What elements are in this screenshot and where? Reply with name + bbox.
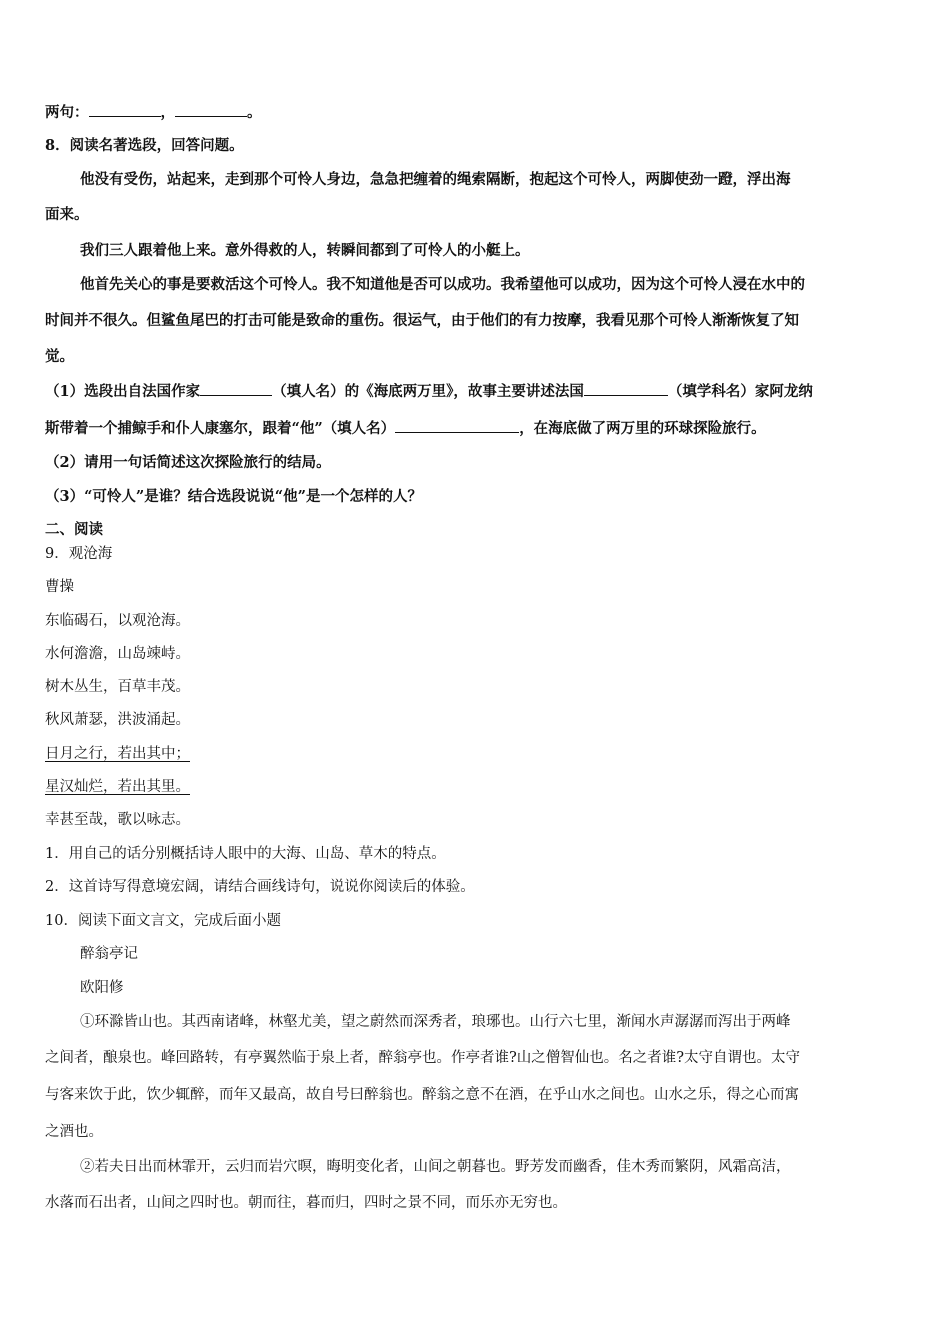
q10-title: 10．阅读下面文言文，完成后面小题 [45, 913, 281, 929]
name-blank[interactable] [395, 418, 519, 433]
poem-line: 水何澹澹，山岛竦峙。 [45, 646, 190, 662]
q9-title: 9．观沧海 [45, 546, 113, 562]
q7-tail-sep: ， [160, 104, 175, 121]
q8-title: 8．阅读名著选段，回答问题。 [45, 137, 244, 154]
classical-p1-line4: 之酒也。 [45, 1124, 103, 1140]
classical-p2-line1: ②若夫日出而林霏开，云归而岩穴暝，晦明变化者，山间之朝暮也。野芳发而幽香，佳木秀而繁阴，风霜高洁， [80, 1159, 791, 1175]
poem-line: 树木丛生，百草丰茂。 [45, 679, 190, 695]
q8-sub1-text-a: （1）选段出自法国作家 [45, 383, 201, 400]
q7-tail-line [45, 102, 262, 123]
q8-passage-p3-line2: 时间并不很久。但鲨鱼尾巴的打击可能是致命的重伤。很运气，由于他们的有力按摩，我看见那个可怜人渐渐恢复了知 [45, 312, 799, 329]
poem-line: 幸甚至哉，歌以咏志。 [45, 812, 190, 828]
classical-p1-line3: 与客来饮于此，饮少辄醉，而年又最高，故自号曰醉翁也。醉翁之意不在酒，在乎山水之间也。山水之乐，得之心而寓 [45, 1087, 799, 1103]
q9-question-1: 1．用自己的话分别概括诗人眼中的大海、山岛、草木的特点。 [45, 846, 446, 862]
q8-passage-p1-line1: 他没有受伤，站起来，走到那个可怜人身边，急急把缠着的绳索隔断，抱起这个可怜人，两脚使劲一蹬，浮出海 [80, 171, 791, 188]
answer-blank[interactable] [89, 102, 161, 117]
classical-text-title: 醉翁亭记 [80, 946, 138, 962]
q7-tail-prefix: 两句： [45, 104, 89, 121]
q8-sub1-text-c: （填学科名）家阿龙纳 [667, 383, 813, 400]
subject-blank[interactable] [584, 381, 668, 396]
classical-p2-line2: 水落而石出者，山间之四时也。朝而往，暮而归，四时之景不同，而乐亦无穷也。 [45, 1195, 567, 1211]
q8-sub1-line1 [45, 381, 813, 402]
poem-line-underlined: 日月之行，若出其中； [45, 746, 190, 762]
classical-p1-line2: 之间者，酿泉也。峰回路转，有亭翼然临于泉上者，醉翁亭也。作亭者谁?山之僧智仙也。名之者谁?太守自谓也。太守 [45, 1050, 801, 1066]
q8-passage-p1-line2: 面来。 [45, 206, 89, 223]
q8-passage-p3-line1: 他首先关心的事是要救活这个可怜人。我不知道他是否可以成功。我希望他可以成功，因为这个可怜人浸在水中的 [80, 276, 805, 293]
q7-tail-end: 。 [247, 104, 262, 121]
q8-sub1-line2 [45, 418, 766, 439]
q8-sub1-text-b: （填人名）的《海底两万里》，故事主要讲述法国 [272, 383, 584, 400]
poem-line: 秋风萧瑟，洪波涌起。 [45, 712, 190, 728]
q8-passage-p3-line3: 觉。 [45, 348, 74, 365]
q8-sub1-text-d: 斯带着一个捕鲸手和仆人康塞尔，跟着“他”（填人名） [45, 420, 396, 437]
q8-passage-p2: 我们三人跟着他上来。意外得救的人，转瞬间都到了可怜人的小艇上。 [80, 242, 530, 259]
q9-question-2: 2．这首诗写得意境宏阔，请结合画线诗句，说说你阅读后的体验。 [45, 879, 475, 895]
classical-text-author: 欧阳修 [80, 980, 124, 996]
author-blank[interactable] [200, 381, 272, 396]
poem-line: 东临碣石，以观沧海。 [45, 613, 190, 629]
q8-sub1-text-e: ，在海底做了两万里的环球探险旅行。 [519, 420, 766, 437]
q8-sub3: （3）“可怜人”是谁？结合选段说说“他”是一个怎样的人？ [45, 488, 422, 505]
q8-sub2: （2）请用一句话简述这次探险旅行的结局。 [45, 454, 331, 471]
section-heading: 二、阅读 [45, 521, 103, 538]
answer-blank[interactable] [175, 102, 247, 117]
poem-author: 曹操 [45, 579, 74, 595]
classical-p1-line1: ①环滁皆山也。其西南诸峰，林壑尤美，望之蔚然而深秀者，琅琊也。山行六七里，渐闻水声潺潺而泻出于两峰 [80, 1014, 791, 1030]
poem-line-underlined: 星汉灿烂，若出其里。 [45, 779, 190, 795]
